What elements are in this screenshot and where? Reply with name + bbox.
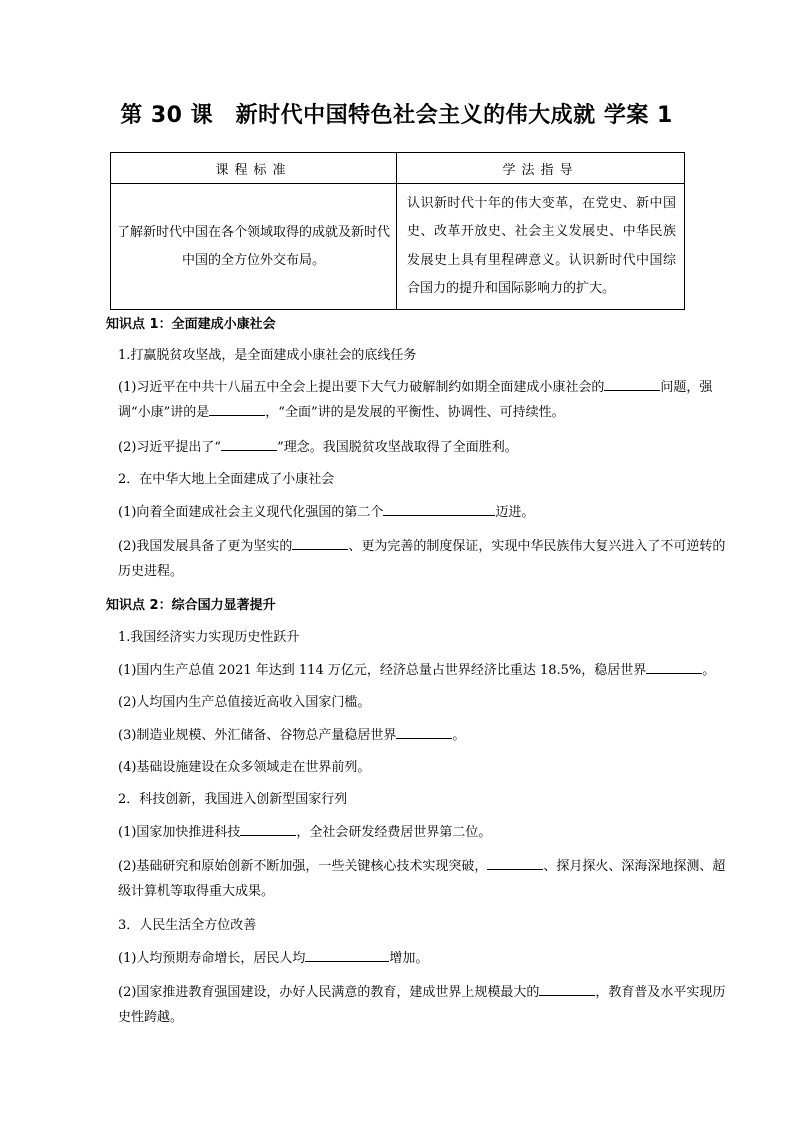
page-title: 第 30 课 新时代中国特色社会主义的伟大成就 学案 1 (120, 103, 673, 128)
s1-item1-title (106, 345, 726, 366)
fill-blank-11[interactable] (539, 981, 595, 996)
fill-blank-4[interactable] (383, 501, 495, 516)
s1-item2-p1-text-a: (1)向着全面建成社会主义现代化强国的第二个 (118, 505, 384, 520)
s2-item1-p3-text-a: (3)制造业规模、外汇储备、谷物总产量稳居世界 (118, 728, 397, 743)
s1-item1-title-text: 1.打赢脱贫攻坚战，是全面建成小康社会的底线任务 (118, 348, 417, 363)
s2-item1-p4 (106, 757, 726, 778)
s2-item1-p3-text-b: 。 (452, 728, 466, 743)
s2-item1-p2-text: (2)人均国内生产总值接近高收入国家门槛。 (118, 695, 371, 710)
s1-item1-p1-text-c: ，“全面”讲的是发展的平衡性、协调性、可持续性。 (265, 405, 565, 420)
fill-blank-8[interactable] (240, 821, 296, 836)
s2-item3-p1-text-a: (1)人均预期寿命增长，居民人均 (118, 951, 306, 966)
s1-item2-p2-text-a: (2)我国发展具备了更为坚实的 (118, 539, 293, 554)
s1-item1-p2 (106, 436, 726, 458)
s2-item2-p2-text-a: (2)基础研究和原始创新不断加强，一些关键核心技术实现突破， (118, 859, 488, 874)
fill-blank-9[interactable] (487, 855, 543, 870)
section2-heading: 知识点 2：综合国力显著提升 (106, 598, 276, 613)
s2-item1-p3 (106, 724, 726, 746)
s2-item2-title-text: 2．科技创新，我国进入创新型国家行列 (118, 792, 348, 807)
s1-item1-p1-text-b: 问题，强调“小康”讲的是 (118, 380, 713, 420)
s2-item1-title-text: 1.我国经济实力实现历史性跃升 (118, 630, 300, 645)
s2-item3-p2-text-b: ，教育普及水平实现历史性跨越。 (118, 985, 726, 1025)
s2-item2-p2 (94, 854, 726, 904)
s1-item2-p2-text-b: 、更为完善的制度保证，实现中华民族伟大复兴进入了不可逆转的历史进程。 (118, 539, 726, 579)
s2-item2-p2-text-b: 、探月探火、深海深地探测、超级计算机等取得重大成果。 (118, 859, 726, 899)
fill-blank-7[interactable] (396, 724, 452, 739)
worksheet-content (106, 314, 726, 1041)
curriculum-table (110, 152, 685, 310)
fill-blank-6[interactable] (646, 659, 702, 674)
s2-item3-p1 (106, 947, 726, 969)
s1-item1-p1 (94, 375, 726, 425)
s2-item3-p1-text-b: 增加。 (389, 951, 429, 966)
s2-item3-p2-text-a: (2)国家推进教育强国建设，办好人民满意的教育，建成世界上规模最大的 (118, 985, 540, 1000)
s2-item1-p1-text-a: (1)国内生产总值 2021 年达到 114 万亿元，经济总量占世界经济比重达 18.5%，稳居世界 (118, 663, 647, 678)
s1-item2-p1 (106, 501, 726, 523)
s1-item2-title (106, 469, 726, 490)
s1-item1-p2-text-b: ”理念。我国脱贫攻坚战取得了全面胜利。 (277, 440, 518, 455)
s2-item3-title-text: 3．人民生活全方位改善 (118, 918, 257, 933)
s1-item1-p2-text-a: (2)习近平提出了“ (118, 440, 222, 455)
s2-item1-p4-text: (4)基础设施建设在众多领域走在世界前列。 (118, 760, 371, 775)
s2-item1-p1 (106, 659, 726, 681)
fill-blank-3[interactable] (221, 436, 277, 451)
s2-item2-p1 (106, 821, 726, 843)
fill-blank-10[interactable] (305, 947, 389, 962)
header-curriculum-standard: 课程标准 (111, 153, 397, 184)
s1-item2-p1-text-b: 迈进。 (495, 505, 535, 520)
s2-item1-title (106, 627, 726, 648)
fill-blank-2[interactable] (209, 401, 265, 416)
s2-item2-title (106, 789, 726, 810)
curriculum-standard-text: 了解新时代中国在各个领域取得的成就及新时代中国的全方位外交布局。 (111, 184, 397, 310)
s2-item1-p2 (106, 692, 726, 713)
section1-heading: 知识点 1：全面建成小康社会 (106, 317, 276, 332)
header-study-guide: 学法指导 (397, 153, 685, 184)
s1-item2-title-text: 2．在中华大地上全面建成了小康社会 (118, 472, 335, 487)
fill-blank-1[interactable] (604, 376, 660, 391)
study-guide-text: 认识新时代十年的伟大变革，在党史、新中国史、改革开放史、社会主义发展史、中华民族发展史上具有里程碑意义。认识新时代中国综合国力的提升和国际影响力的扩大。 (397, 184, 685, 310)
s2-item2-p1-text-a: (1)国家加快推进科技 (118, 825, 241, 840)
s1-item2-p2 (94, 534, 726, 584)
s2-item3-p2 (94, 980, 726, 1030)
s2-item2-p1-text-b: ，全社会研发经费居世界第二位。 (296, 825, 492, 840)
fill-blank-5[interactable] (292, 535, 348, 550)
s2-item3-title (106, 915, 726, 936)
s2-item1-p1-text-b: 。 (702, 663, 716, 678)
s1-item1-p1-text-a: (1)习近平在中共十八届五中全会上提出要下大气力破解制约如期全面建成小康社会的 (118, 380, 605, 395)
